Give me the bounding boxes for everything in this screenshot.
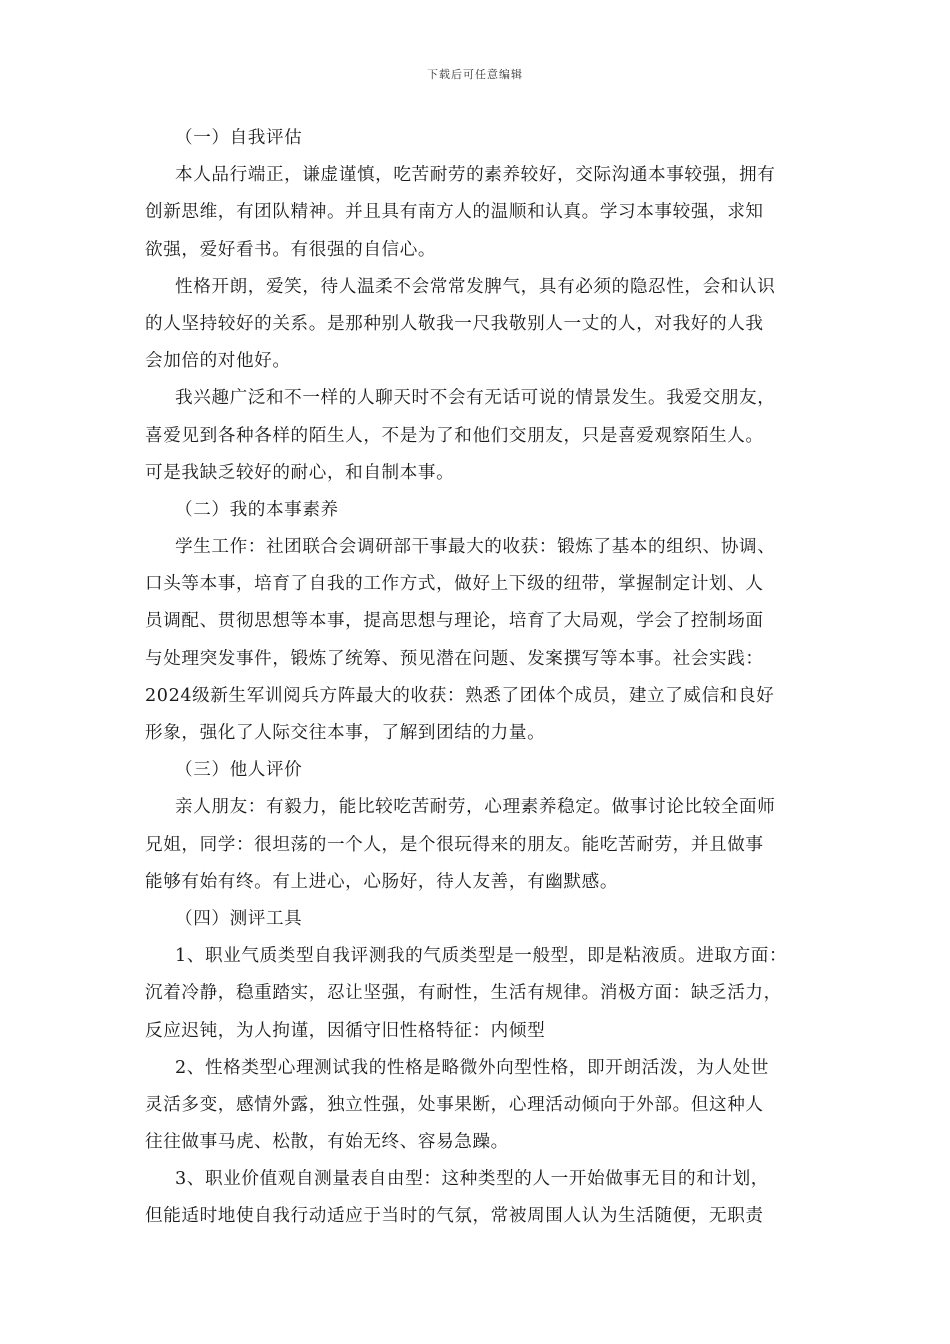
text-line: 灵活多变，感情外露，独立性强，处事果断，心理活动倾向于外部。但这种人 bbox=[145, 1094, 764, 1115]
text-line: 员调配、贯彻思想等本事，提高思想与理论，培育了大局观，学会了控制场面 bbox=[145, 611, 764, 632]
text-line: 喜爱见到各种各样的陌生人，不是为了和他们交朋友，只是喜爱观察陌生人。 bbox=[145, 425, 764, 446]
text-line: 反应迟钝，为人拘谨，因循守旧性格特征：内倾型 bbox=[145, 1020, 546, 1041]
text-line: 会加倍的对他好。 bbox=[145, 351, 291, 372]
text-line: （三）他人评价 bbox=[175, 760, 303, 781]
text-line: 我兴趣广泛和不一样的人聊天时不会有无话可说的情景发生。我爱交朋友， bbox=[175, 388, 776, 409]
text-line: 2024级新生军训阅兵方阵最大的收获：熟悉了团体个成员，建立了威信和良好 bbox=[145, 685, 775, 706]
text-line: 沉着冷静，稳重踏实，忍让坚强，有耐性，生活有规律。消极方面：缺乏活力， bbox=[145, 983, 782, 1004]
text-line: 亲人朋友：有毅力，能比较吃苦耐劳，心理素养稳定。做事讨论比较全面师 bbox=[175, 797, 776, 818]
text-line: 与处理突发事件，锻炼了统筹、预见潜在问题、发案撰写等本事。社会实践： bbox=[145, 648, 764, 669]
text-line: （四）测评工具 bbox=[175, 908, 303, 929]
text-line: 本人品行端正，谦虚谨慎，吃苦耐劳的素养较好，交际沟通本事较强，拥有 bbox=[175, 165, 776, 186]
text-line: 兄姐，同学：很坦荡的一个人，是个很玩得来的朋友。能吃苦耐劳，并且做事 bbox=[145, 834, 764, 855]
text-line: 口头等本事，培育了自我的工作方式，做好上下级的纽带，掌握制定计划、人 bbox=[145, 574, 764, 595]
text-line: 欲强，爱好看书。有很强的自信心。 bbox=[145, 239, 437, 260]
text-line: 3、职业价值观自测量表自由型：这种类型的人一开始做事无目的和计划， bbox=[175, 1169, 769, 1190]
text-line: （二）我的本事素养 bbox=[175, 499, 339, 520]
text-line: 能够有始有终。有上进心，心肠好，待人友善，有幽默感。 bbox=[145, 871, 619, 892]
text-line: （一）自我评估 bbox=[175, 128, 303, 148]
page-header: 下载后可任意编辑 bbox=[427, 68, 523, 81]
text-line: 2、性格类型心理测试我的性格是略微外向型性格，即开朗活泼，为人处世 bbox=[175, 1057, 769, 1078]
text-line: 可是我缺乏较好的耐心，和自制本事。 bbox=[145, 462, 455, 483]
text-line: 学生工作：社团联合会调研部干事最大的收获：锻炼了基本的组织、协调、 bbox=[175, 537, 776, 558]
text-line: 但能适时地使自我行动适应于当时的气氛，常被周围人认为生活随便，无职责 bbox=[145, 1206, 764, 1227]
text-line: 往往做事马虎、松散，有始无终、容易急躁。 bbox=[145, 1132, 509, 1153]
text-line: 性格开朗，爱笑，待人温柔不会常常发脾气，具有必须的隐忍性，会和认识 bbox=[175, 276, 776, 297]
text-line: 创新思维，有团队精神。并且具有南方人的温顺和认真。学习本事较强，求知 bbox=[145, 202, 764, 223]
document-body bbox=[145, 120, 810, 1236]
text-line: 形象，强化了人际交往本事，了解到团结的力量。 bbox=[145, 723, 546, 743]
text-line: 的人坚持较好的关系。是那种别人敬我一尺我敬别人一丈的人，对我好的人我 bbox=[145, 313, 764, 334]
text-line: 1、职业气质类型自我评测我的气质类型是一般型，即是粘液质。进取方面： bbox=[175, 946, 788, 967]
